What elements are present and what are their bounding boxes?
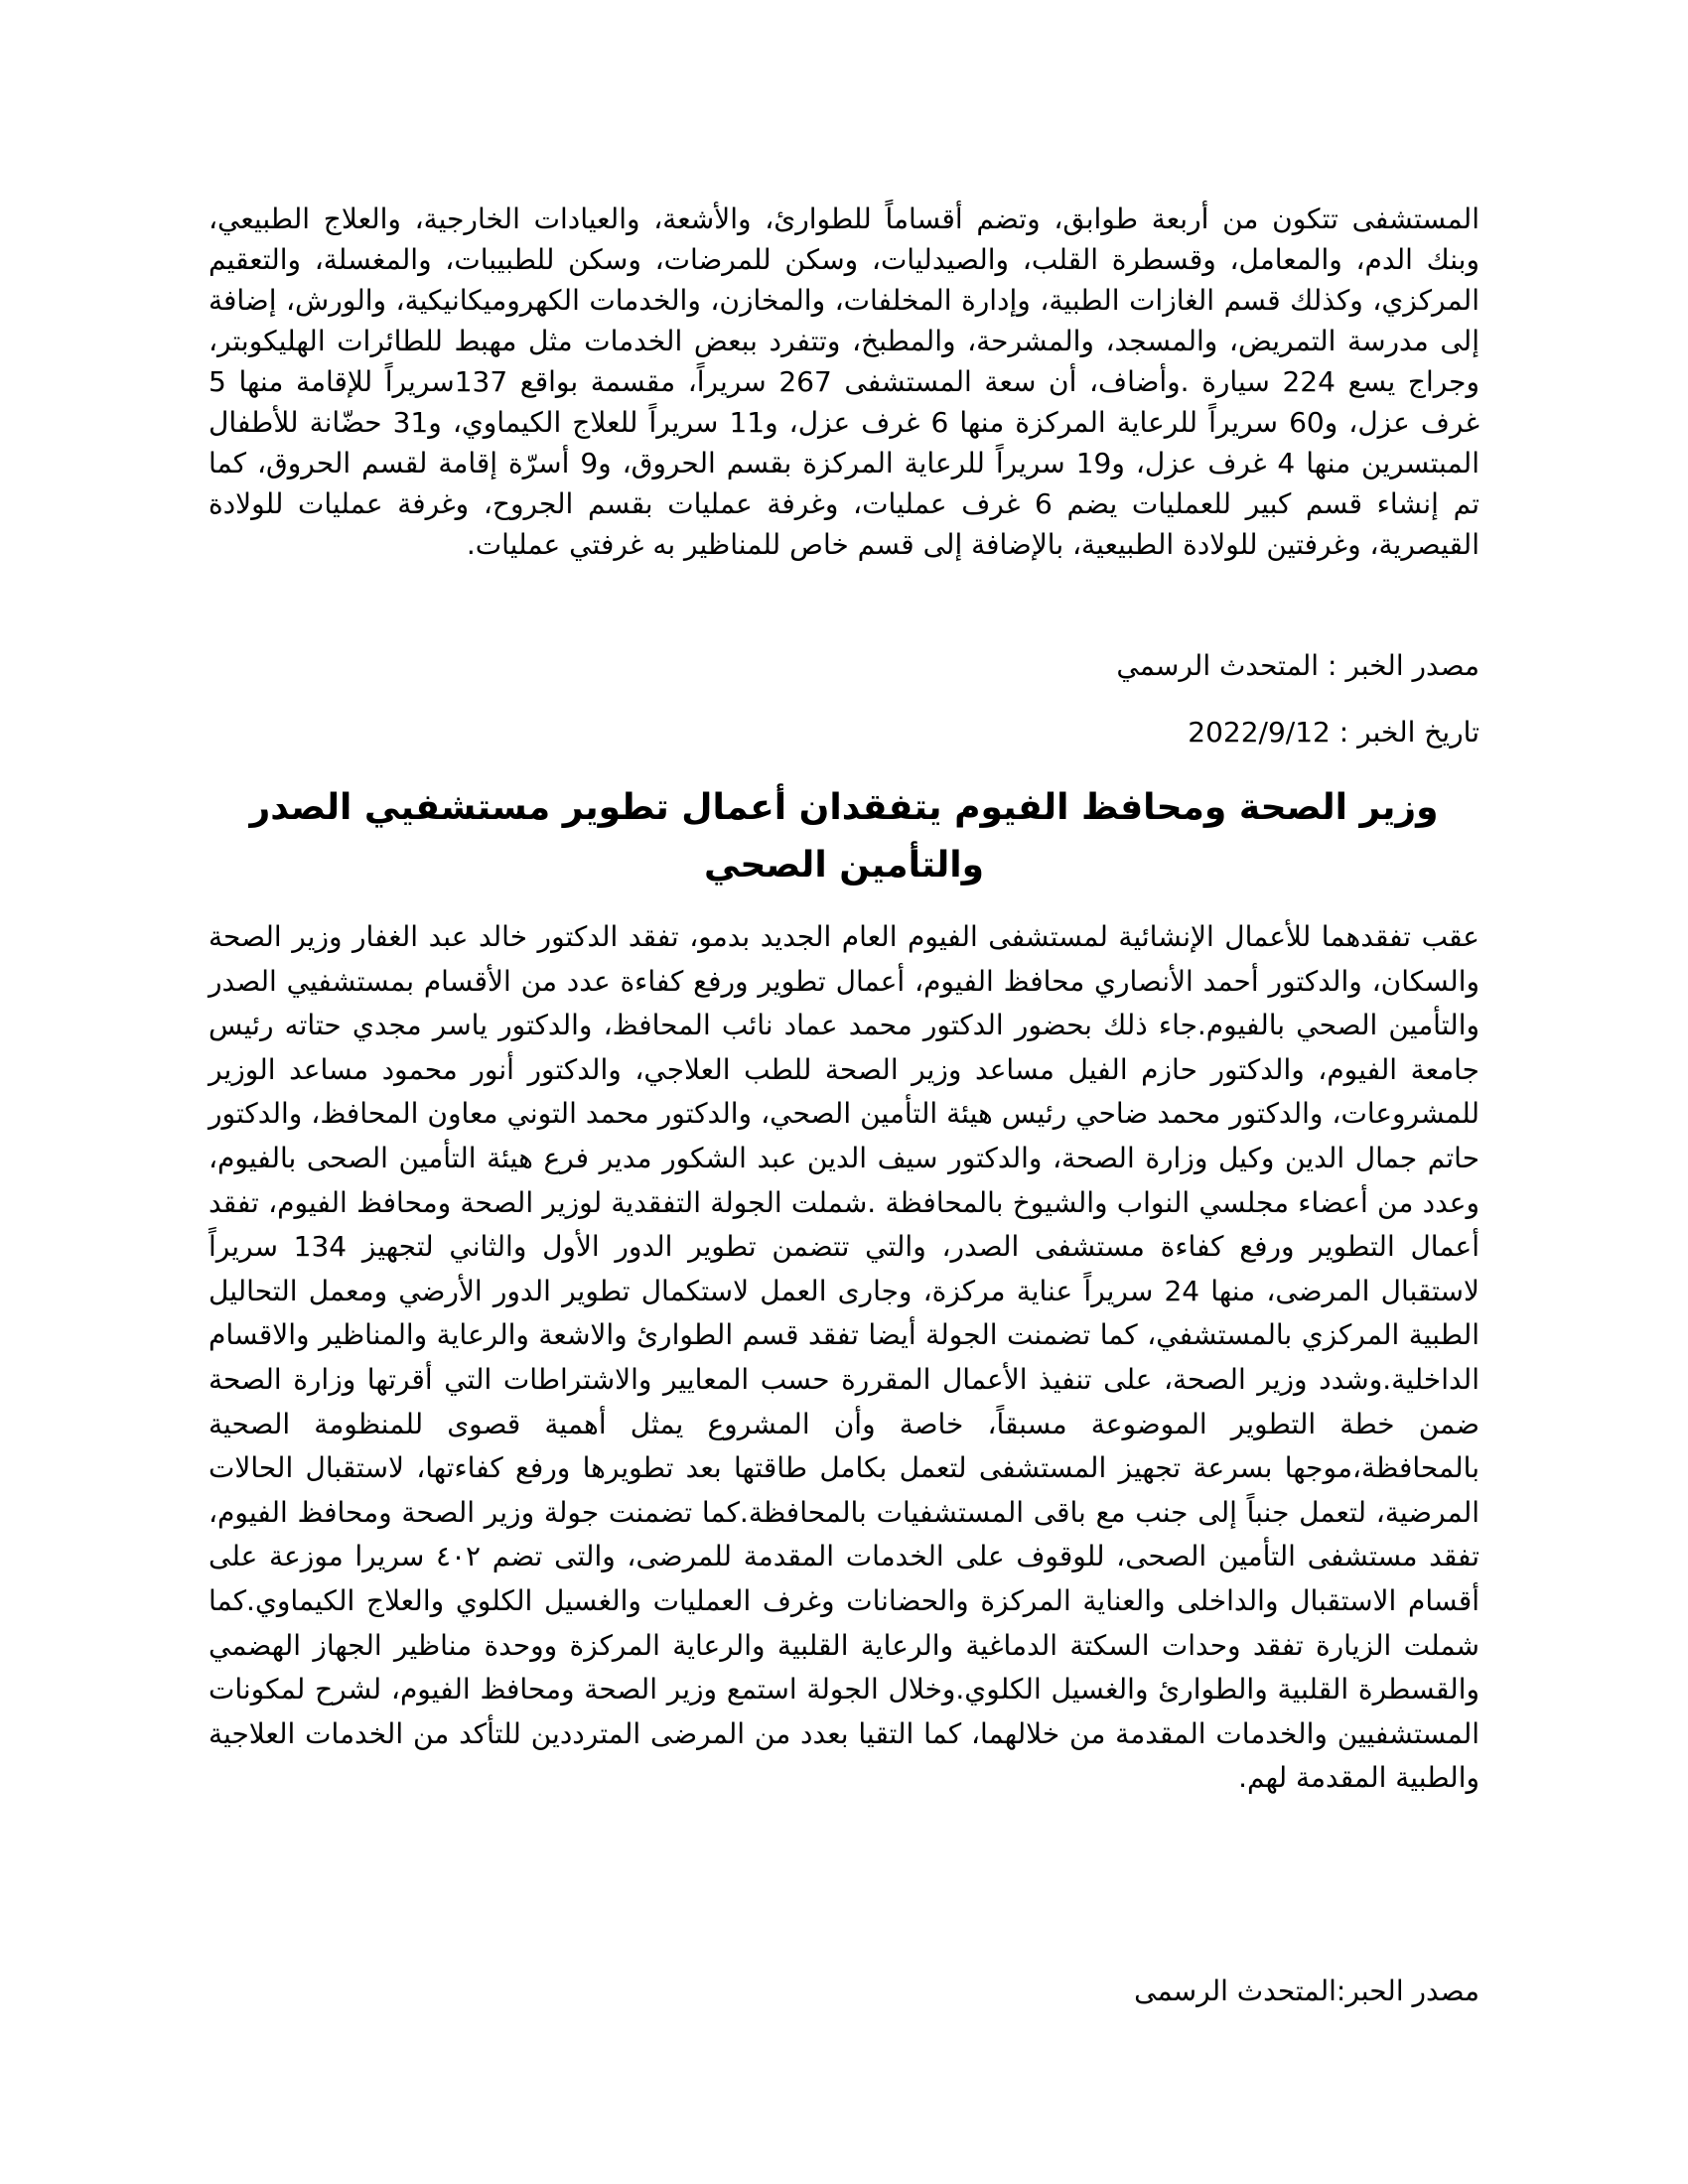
body-paragraph-1: المستشفى تتكون من أربعة طوابق، وتضم أقساماً للطوارئ، والأشعة، والعيادات الخارجية، والعلاج الطبيعي، وبنك الدم، والمعامل، وقسطرة القلب، والصيدليات، وسكن للمرضات، وسكن للطبيبات، والمغسلة، والتعقيم المركزي، وكذلك قسم الغازات الطبية، وإدارة المخلفات، والمخازن، والخدمات الكهروميكانيكية، والورش، إضافة إلى مدرسة التمريض، والمسجد، والمشرحة، والمطبخ، وتتفرد ببعض الخدمات مثل مهبط للطائرات الهليكوبتر، وجراج يسع 224 سيارة .وأضاف، أن سعة المستشفى 267 سريراً، مقسمة بواقع 137سريراً للإقامة منها 5 غرف عزل، و60 سريراً للرعاية المركزة منها 6 غرف عزل، و11 سريراً للعلاج الكيماوي، و31 حضّانة للأطفال المبتسرين منها 4 غرف عزل، و19 سريراً للرعاية المركزة بقسم الحروق، و9 أسرّة إقامة لقسم الحروق، كما تم إنشاء قسم كبير للعمليات يضم 6 غرف عمليات، وغرفة عمليات بقسم الجروح، وغرفة عمليات للولادة القيصرية، وغرفتين للولادة الطبيعية، بالإضافة إلى قسم خاص للمناظير به غرفتي عمليات. — [209, 203, 1480, 561]
article-headline: وزير الصحة ومحافظ الفيوم يتفقدان أعمال تطوير مستشفيي الصدر والتأمين الصحي — [249, 787, 1439, 886]
body-paragraph-2: عقب تفقدهما للأعمال الإنشائية لمستشفى الفيوم العام الجديد بدمو، تفقد الدكتور خالد عبد الغفار وزير الصحة والسكان، والدكتور أحمد الأنصاري محافظ الفيوم، أعمال تطوير ورفع كفاءة عدد من الأقسام بمستشفيي الصدر والتأمين الصحي بالفيوم.جاء ذلك بحضور الدكتور محمد عماد نائب المحافظ، والدكتور ياسر مجدي حتاته رئيس جامعة الفيوم، والدكتور حازم الفيل مساعد وزير الصحة للطب العلاجي، والدكتور أنور محمود مساعد الوزير للمشروعات، والدكتور محمد ضاحي رئيس هيئة التأمين الصحي، والدكتور محمد التوني معاون المحافظ، والدكتور حاتم جمال الدين وكيل وزارة الصحة، والدكتور سيف الدين عبد الشكور مدير فرع هيئة التأمين الصحى بالفيوم، وعدد من أعضاء مجلسي النواب والشيوخ بالمحافظة .شملت الجولة التفقدية لوزير الصحة ومحافظ الفيوم، تفقد أعمال التطوير ورفع كفاءة مستشفى الصدر، والتي تتضمن تطوير الدور الأول والثاني لتجهيز 134 سريراً لاستقبال المرضى، منها 24 سريراً عناية مركزة، وجارى العمل لاستكمال تطوير الدور الأرضي ومعمل التحاليل الطبية المركزي بالمستشفي، كما تضمنت الجولة أيضا تفقد قسم الطوارئ والاشعة والرعاية والمناظير والاقسام الداخلية.وشدد وزير الصحة، على تنفيذ الأعمال المقررة حسب المعايير والاشتراطات التي أقرتها وزارة الصحة ضمن خطة التطوير الموضوعة مسبقاً، خاصة وأن المشروع يمثل أهمية قصوى للمنظومة الصحية بالمحافظة،موجها بسرعة تجهيز المستشفى لتعمل بكامل طاقتها بعد تطويرها ورفع كفاءتها، لاستقبال الحالات المرضية، لتعمل جنباً إلى جنب مع باقى المستشفيات بالمحافظة.كما تضمنت جولة وزير الصحة ومحافظ الفيوم، تفقد مستشفى التأمين الصحى، للوقوف على الخدمات المقدمة للمرضى، والتى تضم ٤٠٢ سريرا موزعة على أقسام الاستقبال والداخلى والعناية المركزة والحضانات وغرف العمليات والغسيل الكلوي والعلاج الكيماوي.كما شملت الزيارة تفقد وحدات السكتة الدماغية والرعاية القلبية والرعاية المركزة ووحدة مناظير الجهاز الهضمي والقسطرة القلبية والطوارئ والغسيل الكلوي.وخلال الجولة استمع وزير الصحة ومحافظ الفيوم، لشرح لمكونات المستشفيين والخدمات المقدمة من خلالهما، كما التقيا بعدد من المرضى المترددين للتأكد من الخدمات العلاجية والطبية المقدمة لهم. — [209, 920, 1479, 1795]
news-date-line: تاريخ الخبر : 2022/9/12 — [1188, 716, 1479, 749]
news-source-line-1: مصدر الخبر : المتحدث الرسمي — [1116, 649, 1479, 682]
news-source-line-2: مصدر الحبر:المتحدث الرسمى — [1134, 1975, 1479, 2007]
